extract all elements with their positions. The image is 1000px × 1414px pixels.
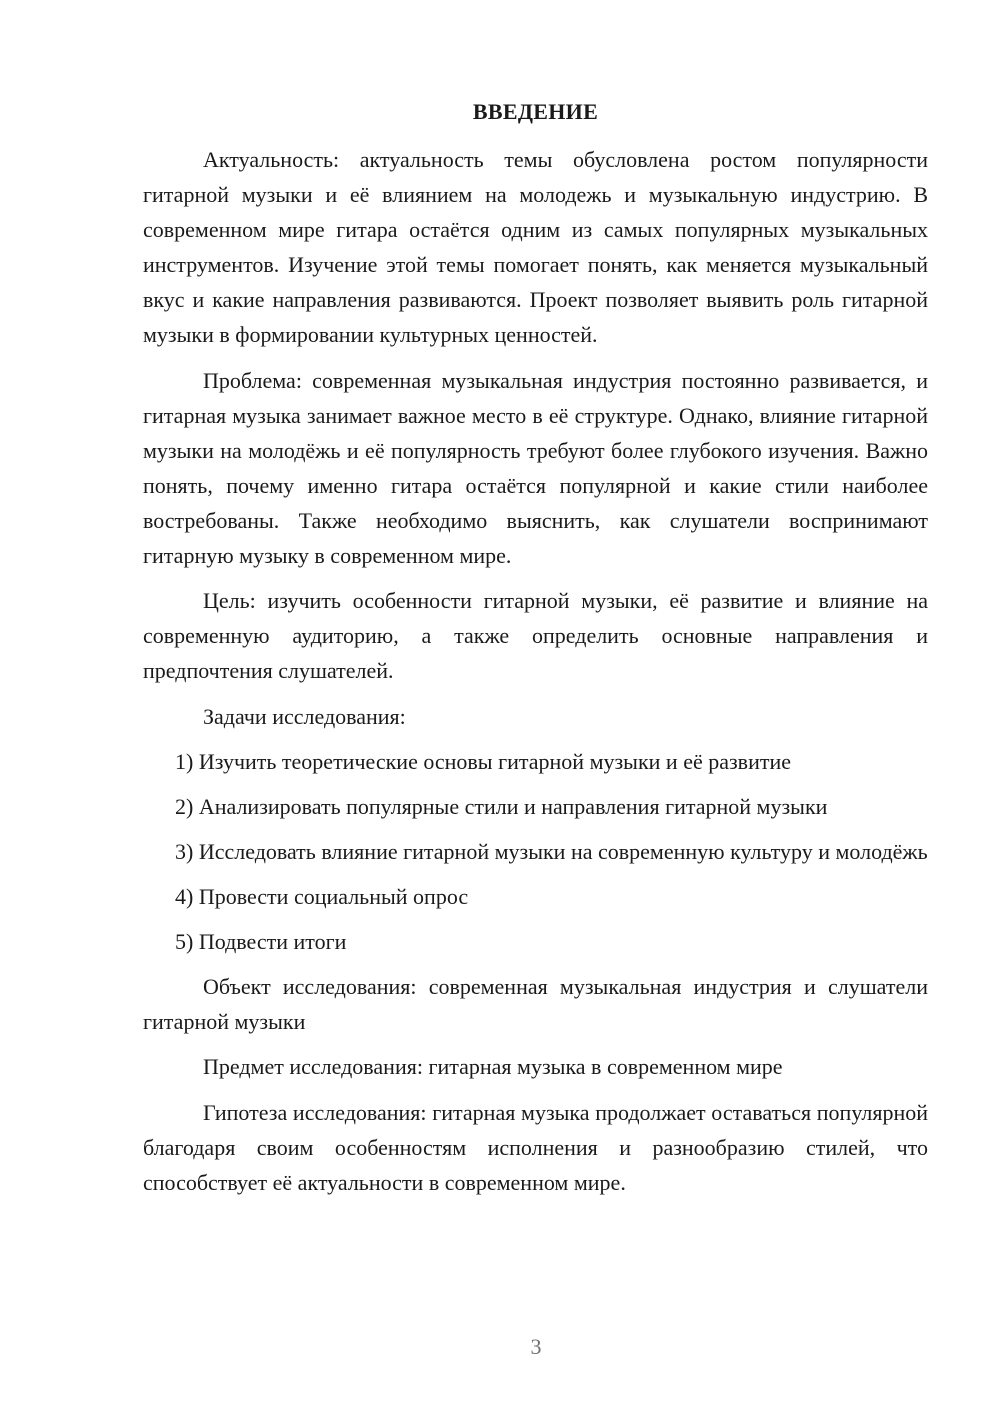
object-paragraph: Объект исследования: современная музыкальная индустрия и слушатели гитарной музыки	[143, 973, 928, 1034]
task-item: 2) Анализировать популярные стили и направления гитарной музыки	[175, 793, 828, 819]
subject-paragraph: Предмет исследования: гитарная музыка в современном мире	[203, 1054, 783, 1079]
task-item: 4) Провести социальный опрос	[175, 883, 469, 909]
task-item: 5) Подвести итоги	[175, 928, 347, 954]
document-page	[143, 94, 928, 1210]
hypothesis-paragraph: Гипотеза исследования: гитарная музыка продолжает оставаться популярной благодаря своим особенностям исполнения и разнообразию стилей, что способствует её актуальности в современном мире.	[143, 1099, 928, 1195]
task-item: 3) Исследовать влияние гитарной музыки на современную культуру и молодёжь	[175, 838, 928, 864]
problem-paragraph: Проблема: современная музыкальная индустрия постоянно развивается, и гитарная музыка занимает важное место в её структуре. Однако, влияние гитарной музыки на молодёжь и её популярность требуют более глубокого изучения. Важно понять, почему именно гитара остаётся популярной и какие стили наиболее востребованы. Также необходимо выяснить, как слушатели воспринимают гитарную музыку в современном мире.	[143, 367, 928, 568]
section-heading: ВВЕДЕНИЕ	[472, 99, 599, 124]
relevance-paragraph: Актуальность: актуальность темы обусловлена ростом популярности гитарной музыки и её влиянием на молодежь и музыкальную индустрию. В современном мире гитара остаётся одним из самых популярных музыкальных инструментов. Изучение этой темы помогает понять, как меняется музыкальный вкус и какие направления развиваются. Проект позволяет выявить роль гитарной музыки в формировании культурных ценностей.	[143, 147, 928, 347]
tasks-list	[143, 744, 928, 959]
page-number: 3	[530, 1334, 542, 1359]
tasks-title: Задачи исследования:	[203, 703, 406, 729]
task-item: 1) Изучить теоретические основы гитарной музыки и её развитие	[175, 748, 791, 774]
goal-paragraph: Цель: изучить особенности гитарной музыки, её развитие и влияние на современную аудиторию, а также определить основные направления и предпочтения слушателей.	[143, 588, 928, 683]
